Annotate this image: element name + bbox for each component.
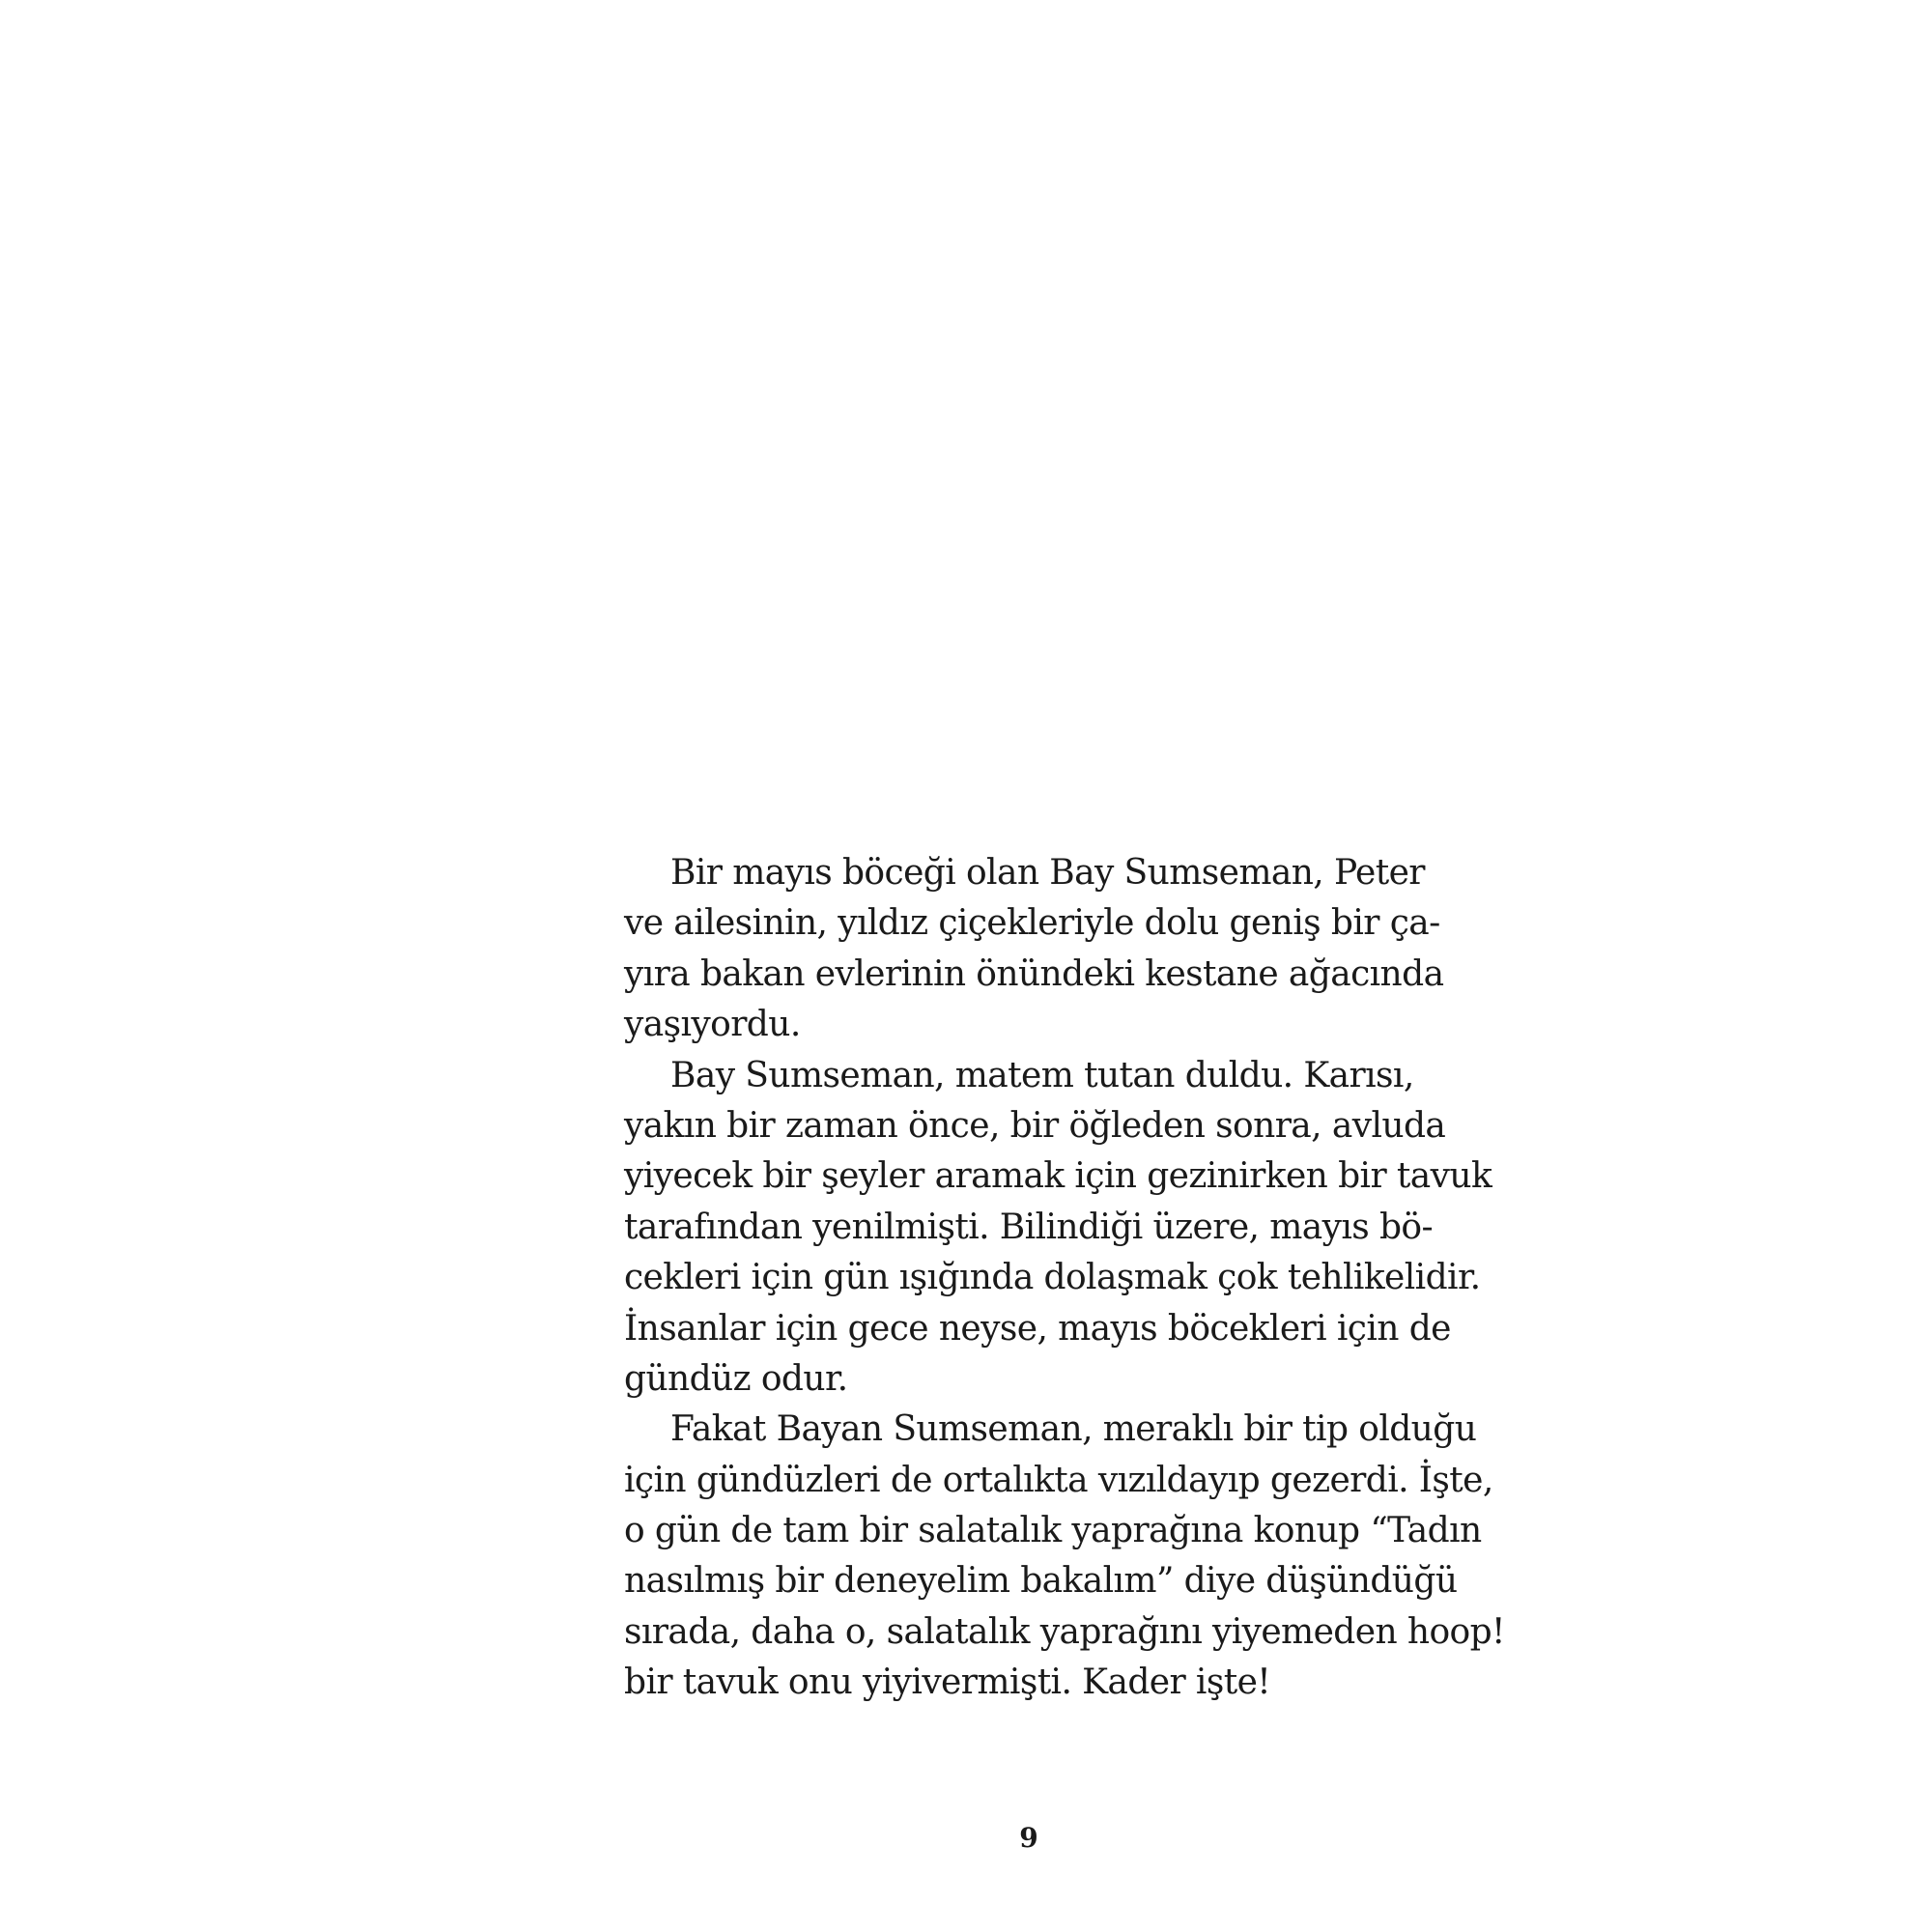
- text-line: yiyecek bir şeyler aramak için gezinirken bir tavuk: [624, 1156, 1492, 1197]
- text-line: tarafından yenilmişti. Bilindiği üzere, mayıs bö-: [624, 1207, 1434, 1247]
- paragraph-2: [624, 1051, 1492, 1406]
- paragraph-1: [624, 848, 1444, 1051]
- text-line: yıra bakan evlerinin önündeki kestane ağacında: [624, 953, 1444, 994]
- text-line: Bir mayıs böceği olan Bay Sumseman, Peter: [670, 853, 1425, 893]
- text-line: yakın bir zaman önce, bir öğleden sonra, avluda: [624, 1105, 1446, 1146]
- body-text: [624, 848, 1505, 1709]
- paragraph-3: [624, 1405, 1505, 1708]
- text-line: ve ailesinin, yıldız çiçekleriyle dolu geniş bir ça-: [624, 903, 1440, 944]
- text-line: sırada, daha o, salatalık yaprağını yiyemeden hoop!: [624, 1611, 1505, 1652]
- text-line: için gündüzleri de ortalıkta vızıldayıp gezerdi. İşte,: [624, 1460, 1493, 1500]
- text-line: cekleri için gün ışığında dolaşmak çok tehlikelidir.: [624, 1258, 1481, 1298]
- text-line: yaşıyordu.: [624, 1005, 801, 1045]
- text-line: gündüz odur.: [624, 1358, 848, 1399]
- page-number: 9: [1019, 1822, 1038, 1854]
- text-line: Fakat Bayan Sumseman, meraklı bir tip olduğu: [670, 1409, 1477, 1450]
- text-line: bir tavuk onu yiyivermişti. Kader işte!: [624, 1662, 1271, 1703]
- text-line: Bay Sumseman, matem tutan duldu. Karısı,: [670, 1055, 1414, 1095]
- text-line: İnsanlar için gece neyse, mayıs böcekleri için de: [624, 1308, 1451, 1349]
- text-line: nasılmış bir deneyelim bakalım” diye düşündüğü: [624, 1561, 1458, 1602]
- text-line: o gün de tam bir salatalık yaprağına konup “Tadın: [624, 1511, 1482, 1551]
